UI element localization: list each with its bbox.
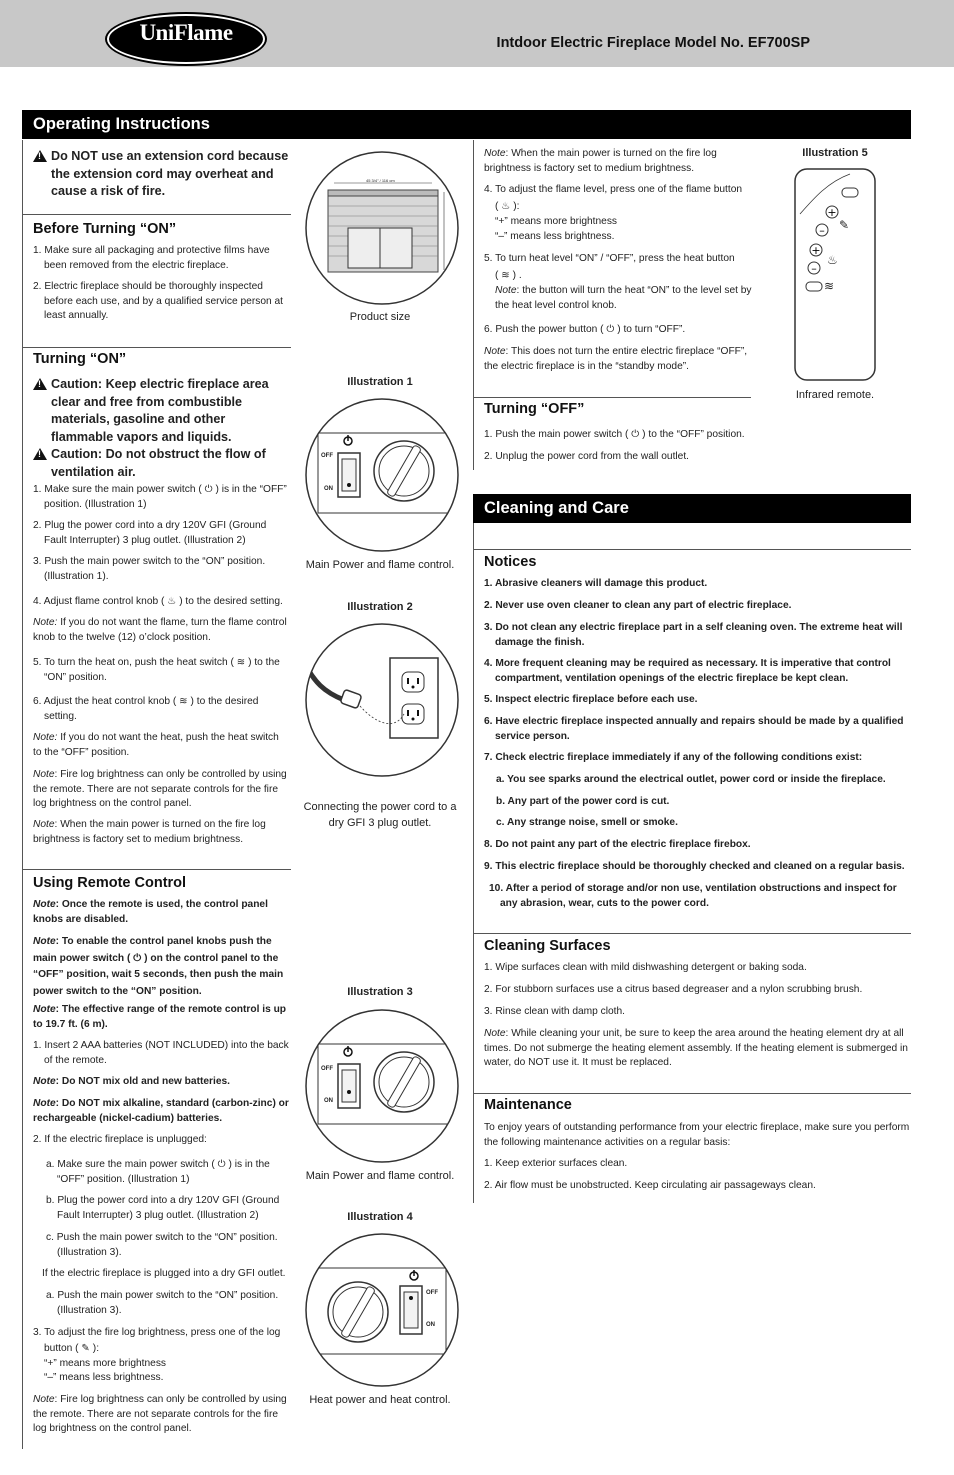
on-step-3: 3. Push the main power switch to the “ON” position. (Illustration 1). xyxy=(33,556,266,582)
using-remote-title: Using Remote Control xyxy=(33,875,187,891)
svg-text:–: – xyxy=(811,262,817,275)
extension-cord-warning: ! Do NOT use an extension cord because the extension cord may overheat and cause a risk of fire. xyxy=(33,148,289,201)
remote-step-2a: a. Make sure the main power switch ( ⏻ ) is in the “OFF” position. (Illustration 1) xyxy=(46,1159,270,1185)
notice-5: 5. Inspect electric fireplace before each use. xyxy=(484,694,698,705)
turning-off-title: Turning “OFF” xyxy=(484,401,585,417)
on-step-1: 1. Make sure the main power switch ( ⏻ ) is in the “OFF” position. (Illustration 1) xyxy=(33,484,287,510)
right-step-4-minus: “–” means less brightness. xyxy=(495,231,615,242)
notice-2: 2. Never use oven cleaner to clean any part of electric fireplace. xyxy=(484,600,792,611)
on-note-flame: Note: If you do not want the flame, turn the flame control knob to the twelve (12) o’clock position. xyxy=(33,617,287,643)
illustration-2-outlet xyxy=(304,622,460,778)
remote-minus: “–” means less brightness. xyxy=(44,1372,164,1383)
remote-step-2c: c. Push the main power switch to the “ON” position. (Illustration 3). xyxy=(46,1232,278,1258)
remote-step-1: 1. Insert 2 AAA batteries (NOT INCLUDED) into the back of the remote. xyxy=(33,1040,289,1066)
remote-heat-icon: ≋ xyxy=(824,279,835,293)
warning-icon xyxy=(33,378,47,390)
maintenance-1: 1. Keep exterior surfaces clean. xyxy=(484,1158,628,1169)
illustration-2-caption: Connecting the power cord to a dry GFI 3 plug outlet. xyxy=(303,801,457,829)
power-icon: ⏻ xyxy=(606,324,615,335)
divider xyxy=(473,397,751,398)
divider xyxy=(473,1093,911,1094)
before-turning-on-title: Before Turning “ON” xyxy=(33,221,177,237)
remote-note-5: Note: Do NOT mix alkaline, standard (carbon-zinc) or rechargeable (nickel-cadium) batteries. xyxy=(33,1098,289,1124)
on-note-brightness: Note: Fire log brightness can only be controlled by using the remote. There are not separate controls for the fire log brightness on the control panel. xyxy=(33,769,287,810)
heat-icon: ≋ xyxy=(179,696,188,707)
illustration-1-on: ON xyxy=(324,486,333,492)
on-note-heat: Note: If you do not want the heat, push the heat switch to the “OFF” position. xyxy=(33,732,279,758)
notice-6: 6. Have electric fireplace inspected annually and repairs should be made by a qualified service person. xyxy=(484,716,904,742)
maintenance-2: 2. Air flow must be unobstructed. Keep circulating air passageways clean. xyxy=(484,1180,816,1191)
surface-1: 1. Wipe surfaces clean with mild dishwashing detergent or baking soda. xyxy=(484,962,807,973)
remote-plugged: If the electric fireplace is plugged into a dry GFI outlet. xyxy=(42,1268,286,1279)
notice-3: 3. Do not clean any electric fireplace part in a self cleaning oven. The extreme heat will damage the finish. xyxy=(484,622,903,648)
right-note-factory: Note: When the main power is turned on the fire log brightness is factory set to medium brightness. xyxy=(484,148,717,174)
svg-text:–: – xyxy=(819,224,825,237)
right-step-4-icon: ( ♨ ): xyxy=(495,201,520,212)
surface-3: 3. Rinse clean with damp cloth. xyxy=(484,1006,625,1017)
remote-note-2: Note: To enable the control panel knobs push the main power switch ( ⏻ ) on the control panel to the “OFF” position, wait 5 seconds, then push the main power switch to the “ON” position. xyxy=(33,936,284,997)
notices-title: Notices xyxy=(484,554,537,570)
on-note-factory: Note: When the main power is turned on the fire log brightness is factory set to medium brightness. xyxy=(33,819,266,845)
remote-flame-icon: ♨ xyxy=(827,253,838,267)
remote-step-2: 2. If the electric fireplace is unplugged: xyxy=(33,1134,207,1145)
svg-text:+: + xyxy=(827,206,837,219)
illustration-3-caption: Main Power and flame control. xyxy=(305,1170,455,1182)
caution-ventilation: ! Caution: Do not obstruct the flow of ventilation air. xyxy=(33,446,289,481)
logo-text: UniFlame xyxy=(139,20,233,45)
remote-note-3: Note: The effective range of the remote control is up to 19.7 ft. (6 m). xyxy=(33,1004,287,1030)
illustration-4-caption: Heat power and heat control. xyxy=(309,1394,451,1406)
right-note-standby: Note: This does not turn the entire electric fireplace “OFF”, the electric fireplace is in the “standby mode”. xyxy=(484,346,748,372)
illustration-2-title: Illustration 2 xyxy=(347,601,413,613)
notice-7b: b. Any part of the power cord is cut. xyxy=(496,796,670,807)
power-icon: ⏻ xyxy=(133,952,142,964)
before-item-1: 1. Make sure all packaging and protective films have been removed from the electric fireplace. xyxy=(33,245,270,271)
power-icon: ⏻ xyxy=(204,484,213,495)
notice-4: 4. More frequent cleaning may be required as necessary. It is imperative that control compartment, ventilation openings of the electric fireplace be kept clean. xyxy=(484,658,891,684)
divider xyxy=(473,933,911,934)
divider xyxy=(473,549,911,550)
turning-on-title: Turning “ON” xyxy=(33,351,127,367)
right-step-5-note: Note: the button will turn the heat “ON” to the level set by the heat level control knob. xyxy=(495,285,752,311)
illustration-3-control-panel xyxy=(304,1008,460,1164)
illustration-4-off: OFF xyxy=(426,1290,438,1296)
uniflame-logo xyxy=(107,14,265,64)
notice-7a: a. You see sparks around the electrical outlet, power cord or inside the fireplace. xyxy=(496,774,886,785)
on-step-5: 5. To turn the heat on, push the heat switch ( ≋ ) to the “ON” position. xyxy=(33,657,280,683)
notice-7c: c. Any strange noise, smell or smoke. xyxy=(496,817,678,828)
remote-log-icon: ✎ xyxy=(839,218,850,232)
right-column-rule xyxy=(473,140,474,470)
right-step-5: 5. To turn heat level “ON” / “OFF”, press the heat button xyxy=(484,253,735,264)
power-icon: ⏻ xyxy=(631,429,640,440)
warning-icon xyxy=(33,150,47,162)
on-step-6: 6. Adjust the heat control knob ( ≋ ) to the desired setting. xyxy=(33,696,259,722)
remote-step-3: 3. To adjust the fire log brightness, press one of the log button ( ✎ ): xyxy=(33,1327,281,1354)
illustration-1-off: OFF xyxy=(321,453,333,459)
remote-note-1: Note: Once the remote is used, the control panel knobs are disabled. xyxy=(33,899,268,925)
notice-1: 1. Abrasive cleaners will damage this product. xyxy=(484,578,708,589)
right-step-4: 4. To adjust the flame level, press one of the flame button xyxy=(484,184,743,195)
product-width-label: 45 3/4" / 116 cm xyxy=(366,178,395,183)
right-step-5-icon: ( ≋ ) . xyxy=(495,270,522,281)
illustration-1-caption: Main Power and flame control. xyxy=(305,559,455,571)
notice-7: 7. Check electric fireplace immediately if any of the following conditions exist: xyxy=(484,752,863,763)
off-step-2: 2. Unplug the power cord from the wall outlet. xyxy=(484,451,689,462)
notice-9: 9. This electric fireplace should be thoroughly checked and cleaned on a regular basis. xyxy=(484,861,905,872)
operating-instructions-bar: Operating Instructions xyxy=(22,110,911,139)
left-column-rule xyxy=(22,140,23,1449)
off-step-1: 1. Push the main power switch ( ⏻ ) to the “OFF” position. xyxy=(484,429,745,440)
svg-text:+: + xyxy=(811,244,821,257)
before-item-2: 2. Electric fireplace should be thoroughly inspected before each use, and by a qualified service person at least annually. xyxy=(33,281,283,322)
illustration-1-control-panel xyxy=(304,397,460,553)
heat-icon: ≋ xyxy=(501,270,510,281)
notice-8: 8. Do not paint any part of the electric fireplace firebox. xyxy=(484,839,751,850)
right-column-rule xyxy=(473,523,474,1203)
remote-note-6: Note: Fire log brightness can only be controlled by using the remote. There are not separate controls for the fire log brightness on the control panel. xyxy=(33,1394,287,1435)
cleaning-and-care-bar: Cleaning and Care xyxy=(473,494,911,523)
on-step-4: 4. Adjust flame control knob ( ♨ ) to the desired setting. xyxy=(33,596,283,607)
remote-note-4: Note: Do NOT mix old and new batteries. xyxy=(33,1076,230,1087)
maintenance-intro: To enjoy years of outstanding performance from your electric fireplace, make sure you perform the following maintenance activities on a regular basis: xyxy=(484,1122,910,1148)
flame-icon: ♨ xyxy=(501,201,511,212)
warning-icon xyxy=(33,448,47,460)
illustration-3-on: ON xyxy=(324,1098,333,1104)
illustration-4-title: Illustration 4 xyxy=(347,1211,413,1223)
log-icon: ✎ xyxy=(81,1343,90,1354)
heat-icon: ≋ xyxy=(236,657,246,668)
power-icon: ⏻ xyxy=(217,1159,226,1170)
right-step-6: 6. Push the power button ( ⏻ ) to turn “OFF”. xyxy=(484,324,686,335)
divider xyxy=(22,214,291,215)
flame-icon: ♨ xyxy=(167,596,177,607)
remote-plus: “+” means more brightness xyxy=(44,1358,167,1369)
product-size-illustration xyxy=(304,150,460,306)
divider xyxy=(22,347,291,348)
notice-10: 10. After a period of storage and/or non use, ventilation obstructions and inspect for any abrasion, wear, cuts to the power cord. xyxy=(489,883,897,909)
illustration-5-caption: Infrared remote. xyxy=(795,389,875,401)
maintenance-title: Maintenance xyxy=(484,1097,572,1113)
document-title: Intdoor Electric Fireplace Model No. EF700SP xyxy=(496,35,810,51)
illustration-5-title: Illustration 5 xyxy=(802,147,868,159)
surface-2: 2. For stubborn surfaces use a citrus based degreaser and a nylon scrubbing brush. xyxy=(484,984,863,995)
illustration-1-title: Illustration 1 xyxy=(347,376,413,388)
illustration-3-title: Illustration 3 xyxy=(347,986,413,998)
cleaning-surfaces-title: Cleaning Surfaces xyxy=(484,938,611,954)
product-size-caption: Product size xyxy=(349,311,411,323)
remote-step-2d: a. Push the main power switch to the “ON” position. (Illustration 3). xyxy=(46,1290,279,1316)
remote-step-2b: b. Plug the power cord into a dry 120V GFI (Ground Fault Interrupter) 3 plug outlet. (Illustration 2) xyxy=(46,1195,280,1221)
surface-note: Note: While cleaning your unit, be sure to keep the area around the heating element dry at all times. Do not submerge the heating element assembly. If the heating element is submerged in water, do NOT use it. It must be replaced. xyxy=(484,1028,908,1069)
illustration-4-heat-panel xyxy=(304,1232,460,1388)
on-step-2: 2. Plug the power cord into a dry 120V GFI (Ground Fault Interrupter) 3 plug outlet. (Illustration 2) xyxy=(33,520,267,546)
divider xyxy=(22,869,291,870)
caution-combustibles: ! Caution: Keep electric fireplace area clear and free from combustible materials, gasoline and other flammable vapors and liquids. xyxy=(33,376,289,446)
right-step-4-plus: “+” means more brightness xyxy=(495,216,618,227)
illustration-4-on: ON xyxy=(426,1322,435,1328)
illustration-3-off: OFF xyxy=(321,1066,333,1072)
infrared-remote-illustration xyxy=(794,168,876,381)
